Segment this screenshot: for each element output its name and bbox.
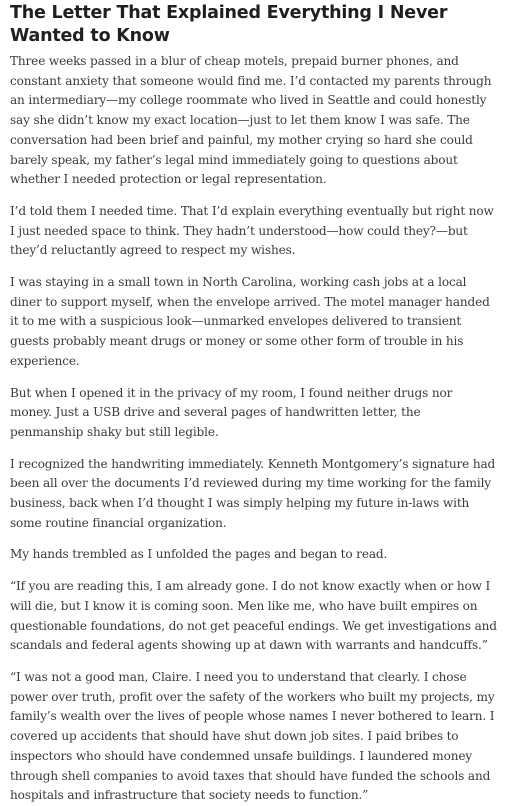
- article-paragraph: “I was not a good man, Claire. I need you to understand that clearly. I chose power over truth, profit over the safety of the workers who built my projects, my family’s wealth over the lives of people whose names I never bothered to learn. I covered up accidents that should have shut down job sites. I paid bribes to inspectors who should have condemned unsafe buildings. I laundered money through shell companies to avoid taxes that should have funded the schools and hospitals and infrastructure that society needs to function.”: [10, 669, 495, 803]
- article-paragraph: Three weeks passed in a blur of cheap motels, prepaid burner phones, and constant anxiety that someone would find me. I’d contacted my parents through an intermediary—my college roommate who lived in Seattle and could honestly say she didn’t know my exact location—just to let them know I was safe. The conversation had been brief and painful, my mother crying so hard she could barely speak, my father’s legal mind immediately going to questions about whether I needed protection or legal representation.: [10, 54, 492, 187]
- article-paragraph: I’d told them I needed time. That I’d explain everything eventually but right now I just needed space to think. They hadn’t understood—how could they?—but they’d reluctantly agreed to respect my wishes.: [10, 203, 494, 258]
- article-paragraph: My hands trembled as I unfolded the pages and began to read.: [10, 547, 388, 562]
- article-paragraph: I recognized the handwriting immediately. Kenneth Montgomery’s signature had been all over the documents I’d reviewed during my time working for the family business, back when I’d thought I was simply helping my future in-laws with some routine financial organization.: [10, 456, 496, 530]
- article-paragraph: “If you are reading this, I am already gone. I do not know exactly when or how I will die, but I know it is coming soon. Men like me, who have built empires on questionable foundations, do not get peaceful endings. We get investigations and scandals and federal agents showing up at dawn with warrants and handcuffs.”: [10, 579, 497, 653]
- article-paragraph: I was staying in a small town in North Carolina, working cash jobs at a local diner to support myself, when the envelope arrived. The motel manager handed it to me with a suspicious look—unmarked envelopes delivered to transient guests probably meant drugs or money or some other form of trouble in his experience.: [10, 275, 490, 368]
- article-paragraph: But when I opened it in the privacy of my room, I found neither drugs nor money. Just a USB drive and several pages of handwritten letter, the penmanship shaky but still legible.: [10, 385, 453, 439]
- article-title: The Letter That Explained Everything I Never Wanted to Know: [10, 3, 448, 46]
